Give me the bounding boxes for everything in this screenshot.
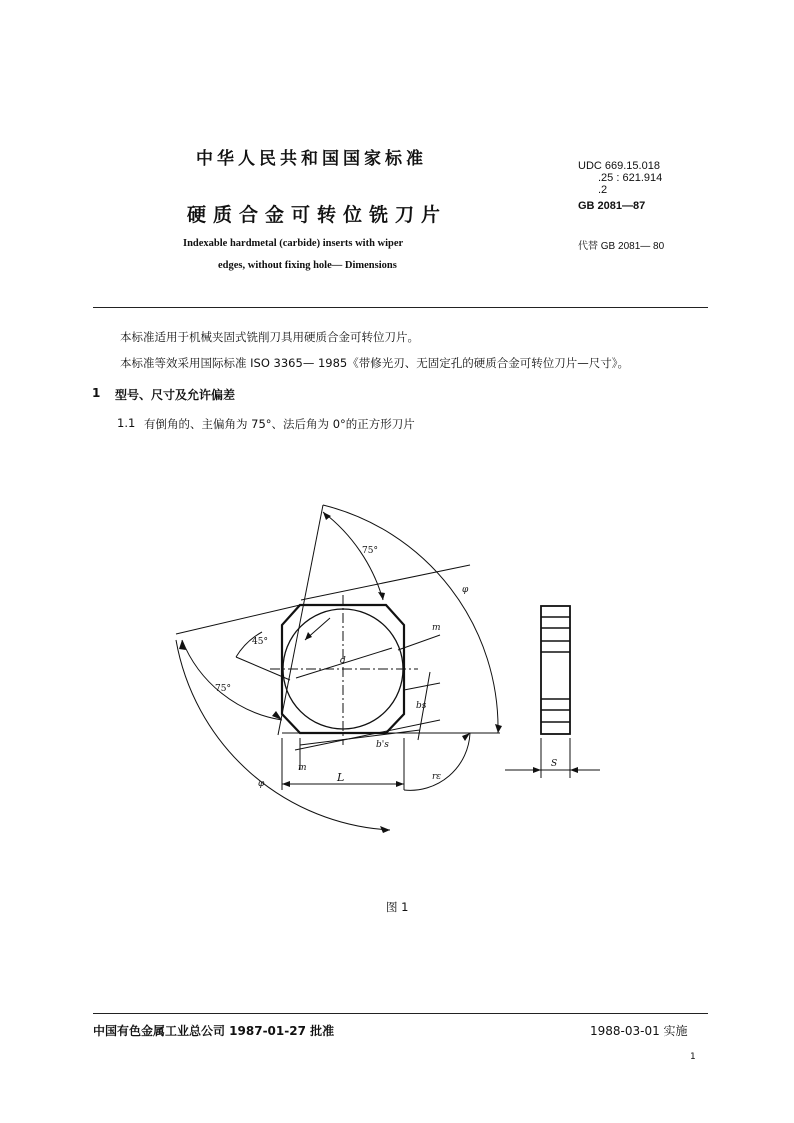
label-phi-left: φ <box>258 779 265 789</box>
footer-rule <box>93 1013 708 1014</box>
angle-arc-75-left <box>182 640 282 720</box>
udc-line3: .2 <box>598 184 608 196</box>
english-title-line1: Indexable hardmetal (carbide) inserts with wiper <box>183 238 404 249</box>
label-S: S <box>551 759 558 769</box>
label-45: 45° <box>252 637 268 647</box>
label-bs: bs <box>416 701 427 711</box>
figure-caption: 图 1 <box>386 900 409 914</box>
extension-line-top <box>278 505 323 735</box>
subsection-text: 有倒角的、主偏角为 75°、法后角为 0°的正方形刀片 <box>144 417 415 431</box>
page-number: 1 <box>690 1052 696 1062</box>
label-75-left: 75° <box>215 684 231 694</box>
side-view-outline <box>541 606 570 734</box>
standard-title: 中华人民共和国国家标准 <box>196 149 427 169</box>
phi-arc-right <box>323 505 498 733</box>
label-m: m <box>432 623 441 633</box>
label-bs-prime: b's <box>376 740 389 750</box>
label-re: rε <box>432 772 442 782</box>
label-d: d <box>340 656 346 666</box>
section-number: 1 <box>92 386 101 400</box>
label-L: L <box>337 771 345 784</box>
effective-date: 1988-03-01 实施 <box>590 1024 688 1038</box>
english-title-line2: edges, without fixing hole— Dimensions <box>218 260 397 271</box>
udc-line1: UDC 669.15.018 <box>578 160 660 172</box>
bs-dimension-line <box>295 720 440 750</box>
subsection-number: 1.1 <box>117 416 136 430</box>
label-phi-right: φ <box>462 585 469 595</box>
gb-number: GB 2081—87 <box>578 200 646 212</box>
paragraph-scope: 本标准适用于机械夹固式铣削刀具用硬质合金可转位刀片。 <box>120 330 419 344</box>
bs-leader <box>404 683 440 690</box>
section-title: 型号、尺寸及允许偏差 <box>115 388 236 402</box>
udc-line2: .25 : 621.914 <box>598 172 663 184</box>
extension-line-upper <box>301 565 470 600</box>
label-75-top: 75° <box>362 546 378 556</box>
label-m-left: m <box>298 763 307 773</box>
document-title: 硬质合金可转位铣刀片 <box>187 204 448 226</box>
angle-arc-75-top <box>323 512 383 600</box>
approval-date: 中国有色金属工业总公司 1987-01-27 批准 <box>93 1024 335 1038</box>
replaces-standard: 代替 GB 2081— 80 <box>578 241 665 252</box>
paragraph-iso: 本标准等效采用国际标准 ISO 3365— 1985《带修光刃、无固定孔的硬质合金可转位刀片—尺寸》。 <box>120 356 629 370</box>
